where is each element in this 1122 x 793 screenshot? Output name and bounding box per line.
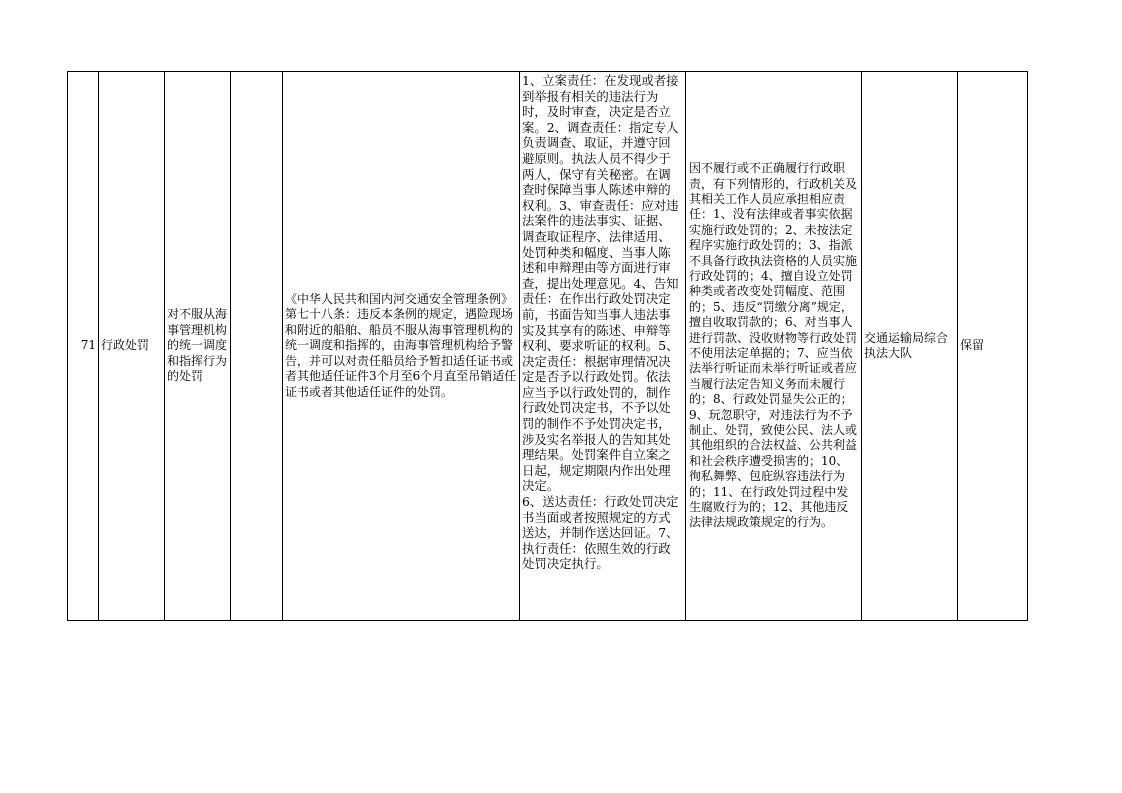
note-cell: 保留: [958, 72, 1028, 621]
power-list-table: [67, 71, 1028, 621]
responsible-department: 交通运输局综合执法大队: [862, 72, 958, 621]
power-category: 行政处罚: [99, 72, 165, 621]
row-number: 71: [68, 72, 99, 621]
legal-basis: 《中华人民共和国内河交通安全管理条例》 第七十八条：违反本条例的规定，遇险现场和附近的船舶、船员不服从海事管理机构的统一调度和指挥的，由海事管理机构给予警告，并可以对责任船员给予暂扣适任证书或者其他适任证件3个月至6个月直至吊销适任证书或者其他适任证件的处罚。: [283, 72, 520, 621]
item-name: 对不服从海事管理机构的统一调度和指挥行为的处罚: [165, 72, 231, 621]
fault-liability: 因不履行或不正确履行行政职责，有下列情形的，行政机关及其相关工作人员应承担相应责任：1、没有法律或者事实依据实施行政处罚的；2、未按法定程序实施行政处罚的；3、指派不具备行政执法资格的人员实施行政处罚的；4、擅自设立处罚种类或者改变处罚幅度、范围的；5、违反“罚缴分离”规定，擅自收取罚款的；6、对当事人进行罚款、没收财物等行政处罚不使用法定单据的；7、应当依法举行听证而未举行听证或者应当履行法定告知义务而未履行的；8、行政处罚显失公正的；9、玩忽职守，对违法行为不予制止、处罚，致使公民、法人或其他组织的合法权益、公共利益和社会秩序遭受损害的；10、徇私舞弊、包庇纵容违法行为的；11、在行政处罚过程中发生腐败行为的；12、其他违反法律法规政策规定的行为。: [686, 72, 862, 621]
sub-item-cell: [231, 72, 283, 621]
responsibility-text: 1、立案责任：在发现或者接到举报有相关的违法行为时，及时审查，决定是否立案。2、调查责任：指定专人负责调查、取证，并遵守回避原则。执法人员不得少于两人，保守有关秘密。在调查时保障当事人陈述申辩的权利。3、审查责任：应对违法案件的违法事实、证据、调查取证程序、法律适用、处罚种类和幅度、当事人陈述和申辩理由等方面进行审查，提出处理意见。4、告知责任：在作出行政处罚决定前，书面告知当事人违法事实及其享有的陈述、申辩等权利、要求听证的权利。5、决定责任：根据审理情况决定是否予以行政处罚。依法应当予以行政处罚的，制作行政处罚决定书，不予以处罚的制作不予处罚决定书，涉及实名举报人的告知其处理结果。处罚案件自立案之日起，规定期限内作出处理决定。 6、送达责任：行政处罚决定书当面或者按照规定的方式送达，并制作送达回证。7、执行责任：依照生效的行政处罚决定执行。: [522, 73, 679, 572]
responsibility-cell: [520, 72, 686, 621]
table-row: [68, 72, 1028, 621]
